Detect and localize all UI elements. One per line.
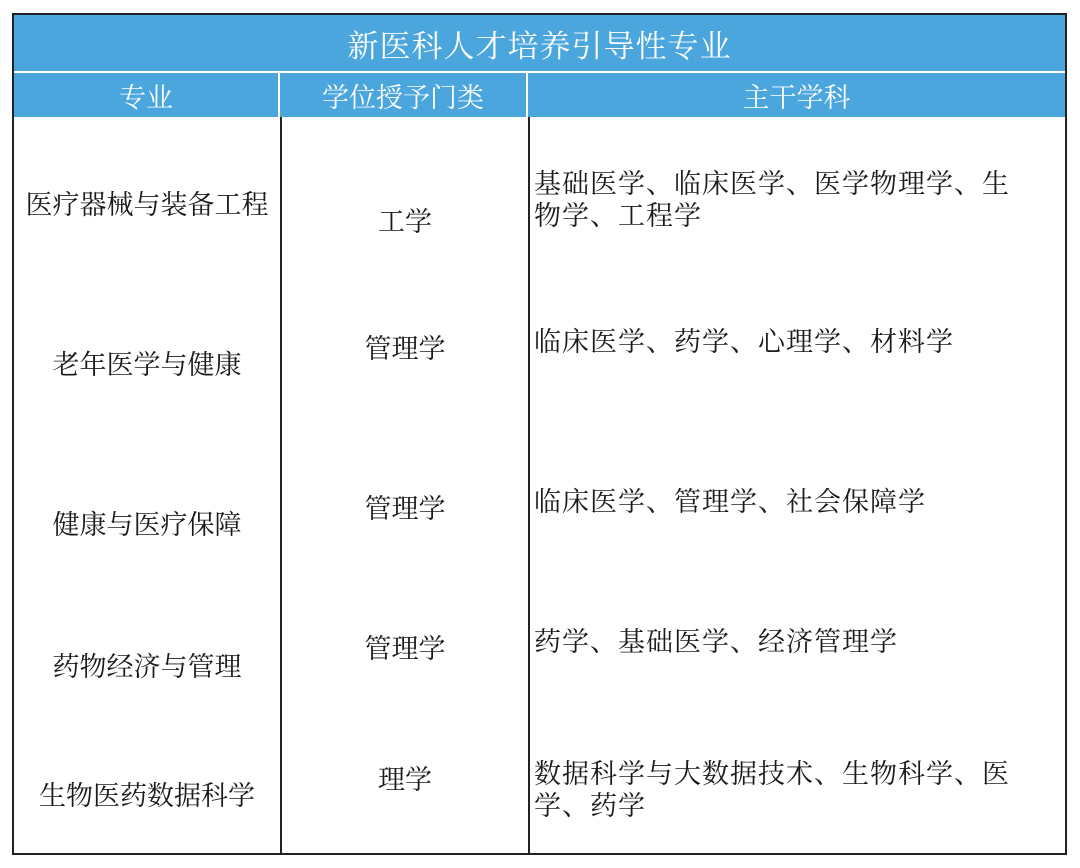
degree-cell: 管理学 — [364, 334, 446, 365]
header-major: 专业 — [14, 73, 280, 117]
major-cell: 老年医学与健康 — [52, 350, 242, 381]
major-cell: 生物医药数据科学 — [39, 781, 255, 812]
major-cell: 医疗器械与装备工程 — [25, 190, 269, 221]
table-row — [14, 587, 1065, 717]
subjects-cell: 基础医学、临床医学、医学物理学、生物学、工程学 — [534, 169, 1010, 232]
table-row — [14, 267, 1065, 427]
majors-table — [12, 13, 1067, 855]
subjects-cell: 临床医学、管理学、社会保障学 — [534, 487, 926, 518]
degree-cell: 管理学 — [364, 494, 446, 525]
subjects-cell: 药学、基础医学、经济管理学 — [534, 627, 898, 658]
table-header-row — [14, 73, 1065, 117]
table-row — [14, 427, 1065, 587]
header-degree: 学位授予门类 — [280, 73, 528, 117]
subjects-cell: 数据科学与大数据技术、生物科学、医学、药学 — [534, 759, 1010, 822]
table-row — [14, 717, 1065, 853]
degree-cell: 管理学 — [364, 634, 446, 665]
header-subjects: 主干学科 — [742, 82, 851, 114]
major-cell: 健康与医疗保障 — [52, 510, 242, 541]
subjects-cell: 临床医学、药学、心理学、材料学 — [534, 327, 954, 358]
major-cell: 药物经济与管理 — [52, 652, 242, 683]
table-title: 新医科人才培养引导性专业 — [14, 15, 1065, 73]
table-row — [14, 117, 1065, 267]
degree-cell: 工学 — [378, 207, 432, 238]
table-body — [14, 117, 1065, 853]
degree-cell: 理学 — [378, 765, 432, 796]
